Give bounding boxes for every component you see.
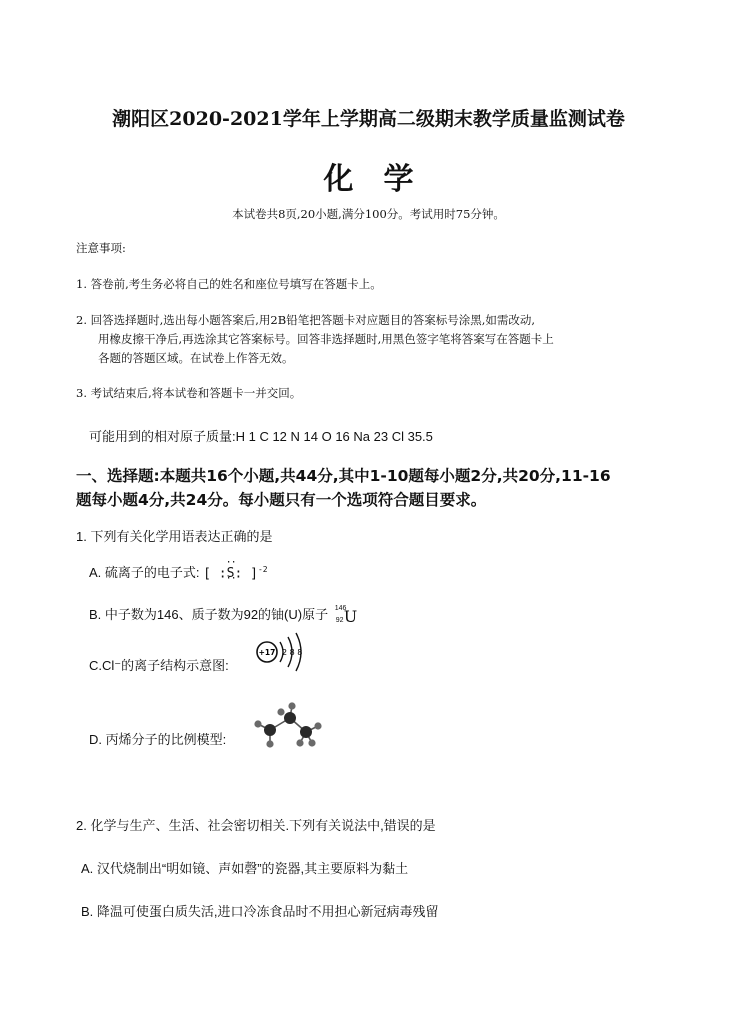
chloride-ion-structure-diagram xyxy=(253,628,313,676)
propene-space-filling-model xyxy=(248,700,326,750)
note-item-3: 3. 考试结束后,将本试卷和答题卡一并交回。 xyxy=(76,386,302,400)
option-a-label: A. 硫离子的电子式: xyxy=(89,565,200,580)
uranium-nuclide xyxy=(334,604,358,627)
question-2-stem: 2. 化学与生产、生活、社会密切相关.下列有关说法中,错误的是 xyxy=(76,818,436,833)
note-item-2-cont-2: 各题的答题区域。在试卷上作答无效。 xyxy=(98,351,294,365)
section-heading-line-1: 一、选择题:本题共16个小题,共44分,其中1-10题每小题2分,共20分,11-16 xyxy=(76,467,611,485)
atomic-number: 92 xyxy=(335,616,344,624)
question-1-option-a xyxy=(89,562,268,581)
option-c-label: C.Cl⁻的离子结构示意图: xyxy=(89,658,229,673)
question-1-option-b xyxy=(89,604,358,627)
question-1-option-d xyxy=(89,729,226,748)
atomic-masses: 可能用到的相对原子质量:H 1 C 12 N 14 O 16 Na 23 Cl 35.5 xyxy=(89,429,433,444)
note-item-1: 1. 答卷前,考生务必将自己的姓名和座位号填写在答题卡上。 xyxy=(76,277,382,291)
element-symbol: U xyxy=(343,606,358,626)
note-item-2: 2. 回答选择题时,选出每小题答案后,用2B铅笔把答题卡对应题目的答案标号涂黑,如需改动, xyxy=(76,313,536,327)
question-1-stem: 1. 下列有关化学用语表达正确的是 xyxy=(76,529,273,544)
question-2-option-a: A. 汉代烧制出“明如镜、声如磬”的瓷器,其主要原料为黏土 xyxy=(81,861,409,876)
option-b-label: B. 中子数为146、质子数为92的铀(U)原子 xyxy=(89,607,329,622)
question-1-option-c xyxy=(89,655,229,674)
electron-counts: 2 8 8 xyxy=(282,648,303,657)
sulfide-lewis-formula xyxy=(203,565,267,581)
carbon-atoms xyxy=(264,712,312,738)
hydrogen-atoms xyxy=(254,702,321,747)
question-2-option-b: B. 降温可使蛋白质失活,进口冷冻食品时不用担心新冠病毒残留 xyxy=(81,904,439,919)
lewis-charge: -2 xyxy=(257,564,268,574)
mass-number: 146 xyxy=(334,604,347,612)
option-d-label: D. 丙烯分子的比例模型: xyxy=(89,732,227,747)
exam-info: 本试卷共8页,20小题,满分100分。考试用时75分钟。 xyxy=(232,207,505,221)
section-heading-line-2: 题每小题4分,共24分。每小题只有一个选项符合题目要求。 xyxy=(76,491,487,509)
notes-heading: 注意事项: xyxy=(76,241,126,255)
note-item-2-cont-1: 用橡皮擦干净后,再选涂其它答案标号。回答非选择题时,用黑色签字笔将答案写在答题卡上 xyxy=(98,332,554,346)
lewis-sulfur: ·· S ·· xyxy=(227,566,235,581)
lewis-right: : ] xyxy=(234,566,258,581)
nucleus-charge: +17 xyxy=(258,648,276,657)
exam-title: 潮阳区2020-2021学年上学期高二级期末教学质量监测试卷 xyxy=(112,108,625,130)
subject-title: 化学 xyxy=(323,162,444,197)
lewis-left: [ : xyxy=(203,566,227,581)
